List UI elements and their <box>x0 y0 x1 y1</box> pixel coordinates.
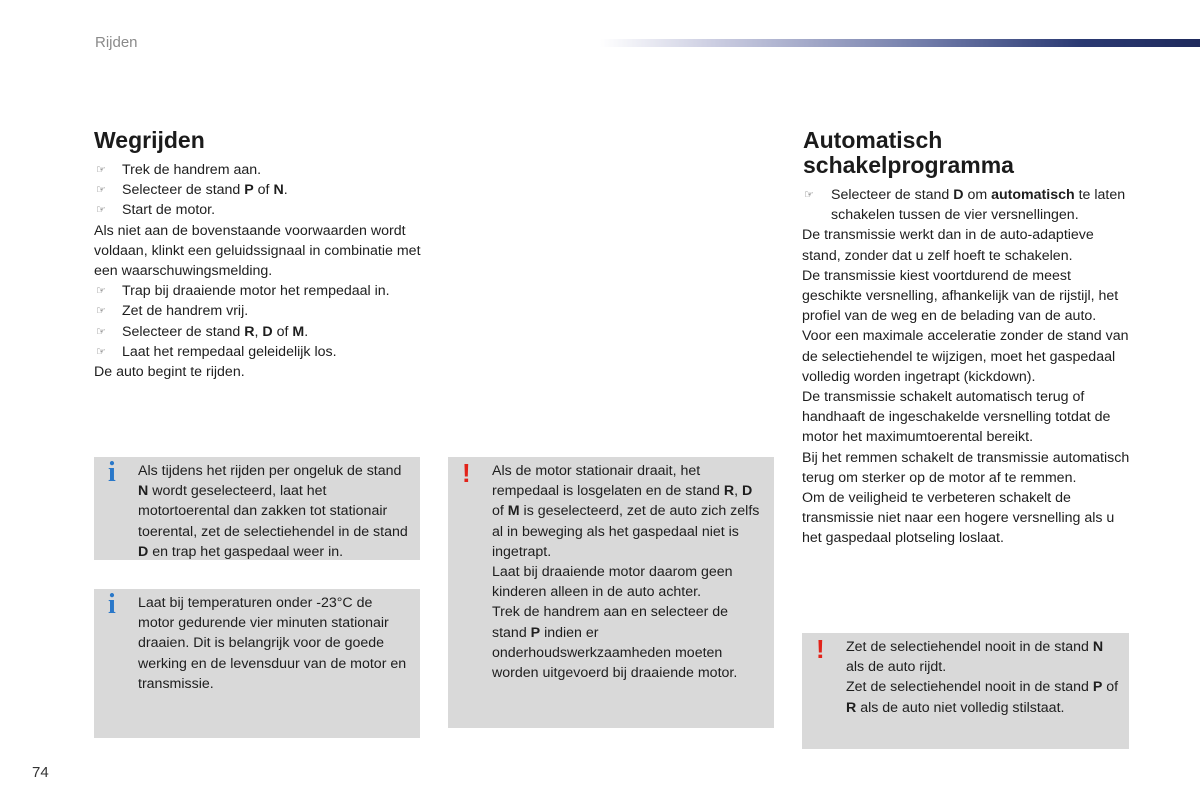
note-paragraph: Als tijdens het rijden per ongeluk de stand N wordt geselecteerd, laat het motortoerental dan zakken tot stationair toerental, zet de selectiehendel in de stand D en trap het gaspedaal weer in. <box>138 463 408 560</box>
pointing-hand-icon: ☞ <box>96 345 106 358</box>
note-text <box>138 593 412 694</box>
pointing-hand-icon: ☞ <box>96 325 106 338</box>
note-text <box>492 461 766 683</box>
section-title-automatisch: Automatisch schakelprogramma <box>803 127 1014 178</box>
note-paragraph: Als de motor stationair draait, het rempedaal is losgelaten en de stand R, D of M is geselecteerd, zet de auto zich zelfs al in beweging als het gaspedaal niet is ingetrapt. <box>492 463 760 560</box>
bullet-item: ☞ Zet de handrem vrij. <box>94 301 424 321</box>
paragraph: De transmissie kiest voortdurend de meest geschikte versnelling, afhankelijk van de rijstijl, het profiel van de weg en de belading van de auto. <box>802 267 1119 325</box>
pointing-hand-icon: ☞ <box>96 285 106 298</box>
wegrijden-body <box>94 160 424 382</box>
bullet-item: ☞ Selecteer de stand R, D of M. <box>94 322 424 342</box>
bold-term: R <box>723 483 735 500</box>
info-note-neutral-shift <box>94 457 420 560</box>
bold-term: D <box>262 323 273 340</box>
pointing-hand-icon: ☞ <box>804 189 814 201</box>
paragraph: Om de veiligheid te verbeteren schakelt de transmissie niet naar een hogere versnelling als u het gaspedaal plotseling loslaat. <box>802 490 1115 547</box>
bold-term: N <box>1092 639 1104 655</box>
warning-icon: ! <box>462 458 471 488</box>
paragraph: Als niet aan de bovenstaande voorwaarden wordt voldaan, klinkt een geluidssignaal in combinatie met een waarschuwingsmelding. <box>94 222 421 280</box>
bullet-item: ☞ Trek de handrem aan. <box>94 160 424 180</box>
paragraph: De transmissie werkt dan in de auto-adaptieve stand, zonder dat u zelf hoeft te schakelen. <box>802 227 1094 264</box>
warning-note-idle-creep <box>448 457 774 728</box>
warning-icon: ! <box>816 634 825 664</box>
bold-term: P <box>530 624 541 641</box>
paragraph: De auto begint te rijden. <box>94 364 245 381</box>
paragraph: Voor een maximale acceleratie zonder de stand van de selectiehendel te wijzigen, moet het gaspedaal volledig worden ingetrapt (kickdown). <box>802 328 1129 385</box>
bold-term: N <box>138 483 149 500</box>
note-paragraph: Laat bij temperaturen onder -23°C de motor gedurende vier minuten stationair draaien. Dit is belangrijk voor de goede werking en de levensduur van de motor en transmissie. <box>138 595 407 692</box>
bullet-item: ☞ Trap bij draaiende motor het rempedaal in. <box>94 281 424 301</box>
warning-note-selector <box>802 633 1129 749</box>
bullet-item: ☞ Laat het rempedaal geleidelijk los. <box>94 342 424 362</box>
bold-term: P <box>244 182 254 199</box>
bold-term: D <box>953 187 964 203</box>
bold-term: P <box>1092 679 1103 696</box>
bullet-item: ☞ Selecteer de stand D om automatisch te laten schakelen tussen de vier versnellingen. <box>804 187 1126 224</box>
bold-term: M <box>292 323 305 340</box>
pointing-hand-icon: ☞ <box>96 164 106 176</box>
bullet-item: ☞ Selecteer de stand P of N. <box>94 180 424 200</box>
bold-term: N <box>273 182 284 199</box>
info-note-cold-temperature <box>94 589 420 738</box>
note-text <box>138 461 412 562</box>
pointing-hand-icon: ☞ <box>96 204 106 217</box>
bold-term: M <box>507 503 520 520</box>
page-number: 74 <box>32 764 49 781</box>
bold-term: R <box>846 699 857 716</box>
bullet-item: ☞ Start de motor. <box>94 200 424 220</box>
paragraph: Bij het remmen schakelt de transmissie automatisch terug om sterker op de motor af te remmen. <box>802 449 1130 486</box>
note-paragraph: Trek de handrem aan en selecteer de stand P indien er onderhoudswerkzaamheden moeten worden uitgevoerd bij draaiende motor. <box>492 604 738 682</box>
bold-term: D <box>138 543 149 560</box>
paragraph: De transmissie schakelt automatisch terug of handhaaft de ingeschakelde versnelling totdat de motor het maximumtoerental bereikt. <box>802 389 1111 446</box>
chapter-label: Rijden <box>95 34 138 51</box>
section-title-wegrijden: Wegrijden <box>94 127 205 153</box>
automatisch-body <box>802 185 1132 549</box>
note-text <box>846 637 1121 718</box>
bold-term: D <box>742 483 753 500</box>
note-paragraph: Laat bij draaiende motor daarom geen kinderen alleen in de auto achter. <box>492 564 733 601</box>
bold-term: R <box>244 323 255 340</box>
header-gradient-bar <box>600 39 1200 47</box>
pointing-hand-icon: ☞ <box>96 184 106 197</box>
info-icon: i <box>108 589 116 620</box>
info-icon: i <box>108 457 116 488</box>
pointing-hand-icon: ☞ <box>96 305 106 318</box>
bold-term: automatisch <box>991 187 1075 203</box>
note-paragraph: Zet de selectiehendel nooit in de stand P of R als de auto niet volledig stilstaat. <box>846 679 1119 716</box>
note-paragraph: Zet de selectiehendel nooit in de stand N als de auto rijdt. <box>846 639 1104 676</box>
